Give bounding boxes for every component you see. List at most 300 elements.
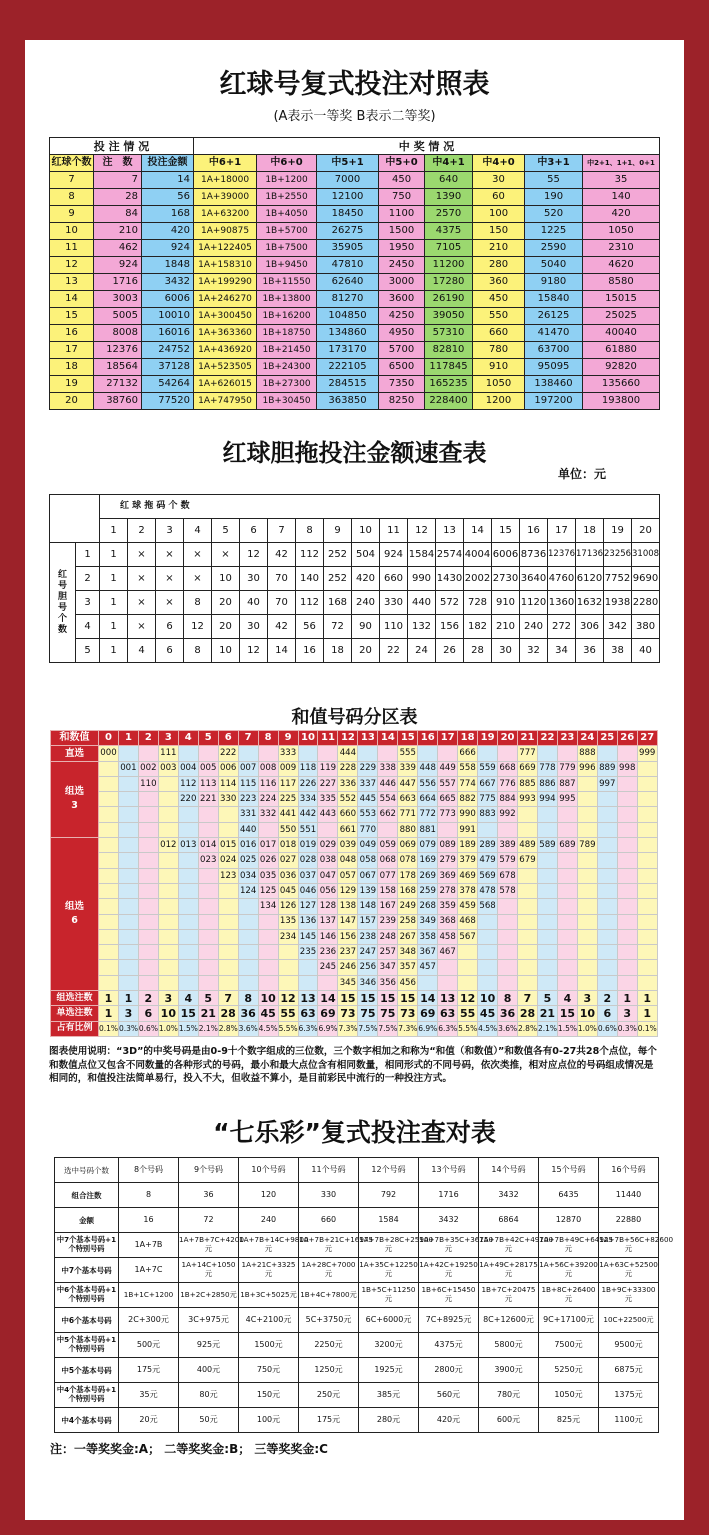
table-cell: 20 [352,639,380,663]
zone-cell: 669 [518,761,538,776]
column-header: 13 [436,519,464,543]
table-cell: 1A+300450 [194,308,257,325]
zone-cell: 883 [478,807,498,822]
table-cell: 600元 [479,1408,539,1433]
zone-cell [99,807,119,822]
zone-cell: 246 [338,960,358,975]
zone-cell [537,807,557,822]
table-cell: 360 [473,274,525,291]
table-cell: 550 [473,308,525,325]
table-cell: 1A+246270 [194,291,257,308]
group6-row [51,838,658,853]
zone-cell [198,960,218,975]
group6-row [51,975,658,990]
zone-cell [178,807,198,822]
zone-cell: 157 [358,914,378,929]
zone-cell: 445 [358,792,378,807]
zone-cell: 346 [358,975,378,990]
table-row [55,1383,659,1408]
table-cell: 41470 [525,325,583,342]
zone-cell: 489 [518,838,538,853]
zone-cell: 467 [438,945,458,960]
zone-cell [138,868,158,883]
table-cell: 1A+35C+12250元 [359,1258,419,1283]
column-header: 1 [100,519,128,543]
zone-cell [518,868,538,883]
zone-cell: 222 [218,746,238,761]
zone-cell: 389 [498,838,518,853]
zone-cell: 779 [557,761,577,776]
column-header: 中5+1 [317,155,379,172]
zone-cell: 995 [557,792,577,807]
table-cell: 1225 [525,223,583,240]
table-row [55,1408,659,1433]
zone-cell: 089 [438,838,458,853]
table-cell: 36 [179,1183,239,1208]
zone-cell [438,822,458,837]
column-header: 18 [576,519,604,543]
zone-cell [577,960,597,975]
table-cell: 3640 [520,567,548,591]
row-header: 中4个基本号码 [55,1408,119,1433]
zone-cell [99,960,119,975]
column-header: 中5+0 [379,155,425,172]
zone-cell [118,746,138,761]
table-cell: 7105 [425,240,473,257]
zone-cell: 885 [518,776,538,791]
count-cell: 45 [478,1006,498,1021]
table-cell: 54264 [142,376,194,393]
zone-cell: 888 [577,746,597,761]
table-cell: 1B+5C+11250元 [359,1283,419,1308]
column-header: 11个号码 [299,1158,359,1183]
table-cell: 7C+8925元 [419,1308,479,1333]
sum-header: 7 [238,731,258,746]
zone-cell [577,899,597,914]
table-row [55,1283,659,1308]
table-cell: 380 [632,615,660,639]
zone-cell: 138 [338,899,358,914]
table-cell: 400元 [179,1358,239,1383]
group3-row [51,792,658,807]
count-cell: 2.8% [218,1021,238,1036]
count-cell: 7.3% [338,1021,358,1036]
title-red-ball-compound: 红球号复式投注对照表 [219,69,490,100]
zone-cell [617,929,637,944]
table-cell: 190 [525,189,583,206]
table-cell: 2590 [525,240,583,257]
table-cell: 1A+436920 [194,342,257,359]
table-cell: 62640 [317,274,379,291]
count-cell: 0.1% [637,1021,657,1036]
zone-cell: 443 [318,807,338,822]
sum-header: 19 [478,731,498,746]
zone-cell: 456 [398,975,418,990]
table-cell: 140 [296,567,324,591]
zone-cell: 678 [498,868,518,883]
zone-cell: 556 [418,776,438,791]
table-cell: 4950 [379,325,425,342]
zone-cell [617,899,637,914]
table-cell: 12 [50,257,94,274]
sum-header: 24 [577,731,597,746]
zone-cell [537,868,557,883]
table-cell: 750元 [239,1358,299,1383]
table-cell: 1B+13800 [257,291,317,308]
zone-cell: 019 [298,838,318,853]
table-cell: 9500元 [599,1333,659,1358]
table-cell: 20 [212,591,240,615]
row-header: 中7个基本号码+1个特别号码 [55,1233,119,1258]
zone-cell: 668 [498,761,518,776]
zone-cell: 440 [238,822,258,837]
table-cell: 132 [408,615,436,639]
zone-cell: 444 [338,746,358,761]
zone-cell: 014 [198,838,218,853]
subtitle-ab: (A表示一等奖 B表示二等奖) [273,109,436,124]
zone-cell: 259 [418,883,438,898]
zone-cell [198,899,218,914]
table-cell: 3600 [379,291,425,308]
table-cell: 35905 [317,240,379,257]
zone-cell [178,883,198,898]
table-cell: 240 [352,591,380,615]
table-cell: 222105 [317,359,379,376]
table-cell: 1B+1200 [257,172,317,189]
table-cell: 30 [492,639,520,663]
table-cell: 1050元 [539,1383,599,1408]
table-row [50,240,660,257]
zone-cell [99,853,119,868]
zone-cell: 003 [158,761,178,776]
count-cell: 0.6% [597,1021,617,1036]
table-cell: 572 [436,591,464,615]
table-cell: 5700 [379,342,425,359]
zone-cell [198,822,218,837]
table-cell: 4375元 [419,1333,479,1358]
table-cell: 112 [296,591,324,615]
sum-header: 17 [438,731,458,746]
count-cell: 7 [518,991,538,1006]
table-cell: 825元 [539,1408,599,1433]
zone-cell [158,883,178,898]
zone-cell [498,822,518,837]
zone-cell [518,822,538,837]
zone-cell: 123 [218,868,238,883]
table-cell: 57310 [425,325,473,342]
column-header: 选中号码个数 [55,1158,119,1183]
zone-cell: 078 [398,853,418,868]
table-cell: 26125 [525,308,583,325]
zone-cell [198,945,218,960]
count-cell: 6.9% [318,1021,338,1036]
zone-cell: 223 [238,792,258,807]
table-cell: 1584 [408,543,436,567]
zone-cell: 059 [378,838,398,853]
sum-header: 1 [118,731,138,746]
table-row [50,223,660,240]
column-header: 红球个数 [50,155,94,172]
table-row [50,189,660,206]
zone-cell: 077 [378,868,398,883]
zone-cell: 269 [418,868,438,883]
zone-cell [637,807,657,822]
count-cell: 4 [557,991,577,1006]
table-cell: 26190 [425,291,473,308]
zone-cell: 554 [378,792,398,807]
column-header: 4 [184,519,212,543]
zone-cell [438,746,458,761]
zone-cell [158,822,178,837]
table-cell: 35 [583,172,660,189]
sum-header: 0 [99,731,119,746]
zone-cell [637,761,657,776]
zone-cell [557,929,577,944]
group6-row [51,883,658,898]
zone-cell [438,960,458,975]
zone-cell [138,838,158,853]
zone-cell: 663 [398,792,418,807]
table-cell: 440 [408,591,436,615]
zone-cell: 776 [498,776,518,791]
zone-cell [577,883,597,898]
table-row [50,291,660,308]
zone-cell [138,899,158,914]
table-cell: 100元 [239,1408,299,1433]
table-cell: 12376 [94,342,142,359]
zone-cell [637,838,657,853]
zone-cell: 234 [278,929,298,944]
table-cell: 1A+7B+28C+25900元 [359,1233,419,1258]
zone-cell [537,883,557,898]
zone-cell [238,914,258,929]
zone-cell [577,776,597,791]
table-cell: 2250元 [299,1333,359,1358]
row-label: 直选 [51,746,99,761]
table-cell: 50元 [179,1408,239,1433]
zone-cell [99,761,119,776]
zone-cell: 358 [418,929,438,944]
zone-cell: 015 [218,838,238,853]
table-cell: 1A+7B+49C+64925元 [539,1233,599,1258]
table-cell: 8580 [583,274,660,291]
table-cell: 1200 [473,393,525,410]
table-cell: 1A+39000 [194,189,257,206]
table-cell: 1 [100,543,128,567]
table-cell: 6875元 [599,1358,659,1383]
sum-header: 27 [637,731,657,746]
zone-cell [597,945,617,960]
table-cell: 3432 [419,1208,479,1233]
group3-row [51,822,658,837]
zone-cell: 446 [378,776,398,791]
zone-cell: 256 [358,960,378,975]
table-cell: 1938 [604,591,632,615]
zone-cell [178,746,198,761]
table-cell: 8 [119,1183,179,1208]
column-header: 11 [380,519,408,543]
zone-cell: 023 [198,853,218,868]
table-cell: 342 [604,615,632,639]
zone-cell: 447 [398,776,418,791]
zone-cell [118,960,138,975]
zone-cell: 237 [338,945,358,960]
table-cell: 30 [473,172,525,189]
count-cell: 6.3% [298,1021,318,1036]
zone-cell [218,975,238,990]
zone-cell [478,945,498,960]
zone-cell [118,776,138,791]
zone-cell: 238 [358,929,378,944]
table-cell: 6120 [576,567,604,591]
table-cell: 17280 [425,274,473,291]
table-cell: 14 [268,639,296,663]
table-cell: 31008 [632,543,660,567]
table-cell: 1A+42C+19250元 [419,1258,479,1283]
column-header: 12个号码 [359,1158,419,1183]
table-cell: 450 [379,172,425,189]
row-header: 金额 [55,1208,119,1233]
table-cell: 1B+24300 [257,359,317,376]
count-cell: 1.5% [557,1021,577,1036]
zone-cell [158,929,178,944]
zone-cell: 339 [398,761,418,776]
zone-cell [138,822,158,837]
zone-cell [258,945,278,960]
table-cell: 70 [268,567,296,591]
zone-cell [198,883,218,898]
table-cell: 9690 [632,567,660,591]
count-cell: 6 [138,1006,158,1021]
sum-header: 23 [557,731,577,746]
zone-cell [138,807,158,822]
zone-cell: 005 [198,761,218,776]
zone-cell [99,776,119,791]
table-row [55,1258,659,1283]
table-cell: 4250 [379,308,425,325]
table-cell: × [156,543,184,567]
sum-header: 14 [378,731,398,746]
table-cell: 1A+56C+39200元 [539,1258,599,1283]
count-cell: 0.3% [118,1021,138,1036]
table-cell: 18564 [94,359,142,376]
table-cell: 1B+6C+15450元 [419,1283,479,1308]
zone-cell [498,945,518,960]
table-cell: 1390 [425,189,473,206]
table-cell: 9180 [525,274,583,291]
zone-cell: 228 [338,761,358,776]
table-cell: 420元 [419,1408,479,1433]
sum-header: 12 [338,731,358,746]
table-cell: 40 [240,591,268,615]
table-cell: 81270 [317,291,379,308]
zone-cell [178,914,198,929]
zone-cell [238,960,258,975]
count-cell: 12 [458,991,478,1006]
zone-cell: 001 [118,761,138,776]
zone-cell [258,929,278,944]
table-cell: 1A+28C+7000元 [299,1258,359,1283]
table-cell: 10010 [142,308,194,325]
zone-cell [158,945,178,960]
ratio-row [51,1021,658,1036]
column-header: 14 [464,519,492,543]
count-cell: 55 [278,1006,298,1021]
zone-cell [158,899,178,914]
table-cell: 1A+158310 [194,257,257,274]
title-dantuo: 红球胆拖投注金额速查表 [222,439,487,467]
table-cell: 7500元 [539,1333,599,1358]
count-cell: 14 [318,991,338,1006]
table-cell: 22880 [599,1208,659,1233]
table-cell: 1A+21C+3325元 [239,1258,299,1283]
count-cell: 12 [278,991,298,1006]
title-sum-zone: 和值号码分区表 [291,707,418,728]
table-cell: 1360 [548,591,576,615]
group-header-winning: 中 奖 情 况 [194,138,660,155]
zone-cell: 338 [378,761,398,776]
table-cell: 4760 [548,567,576,591]
table-row [50,639,660,663]
zone-cell [458,975,478,990]
table-cell: 1B+9C+33300元 [599,1283,659,1308]
table-cell: 1B+8C+26400元 [539,1283,599,1308]
zone-cell [138,914,158,929]
table-cell: 3900元 [479,1358,539,1383]
table-cell: 27132 [94,376,142,393]
table-cell: 1B+27300 [257,376,317,393]
zone-cell [118,838,138,853]
table-cell: 82810 [425,342,473,359]
table-cell: 1716 [419,1183,479,1208]
table-cell: 72 [179,1208,239,1233]
zone-cell: 369 [438,868,458,883]
zone-cell: 278 [438,883,458,898]
zone-cell: 661 [338,822,358,837]
table-cell: 165235 [425,376,473,393]
zone-cell [637,822,657,837]
table-cell: 240 [520,615,548,639]
table-cell: 1950 [379,240,425,257]
count-cell: 10 [158,1006,178,1021]
zone-cell: 069 [398,838,418,853]
table-cell: 1B+16200 [257,308,317,325]
zone-cell [138,945,158,960]
zone-cell: 448 [418,761,438,776]
zone-cell [617,776,637,791]
table-cell: 280 [473,257,525,274]
zone-cell [258,914,278,929]
zone-cell [218,883,238,898]
zone-cell: 024 [218,853,238,868]
zone-cell: 881 [418,822,438,837]
table-cell: 15015 [583,291,660,308]
count-cell: 8 [498,991,518,1006]
table-cell: 16 [119,1208,179,1233]
table-cell: × [184,567,212,591]
zone-cell [637,929,657,944]
zone-cell: 666 [458,746,478,761]
table-cell: 100 [473,206,525,223]
count-cell: 3.6% [238,1021,258,1036]
table-cell: 210 [492,615,520,639]
table-cell: 77520 [142,393,194,410]
table-row [50,615,660,639]
table-cell: 8 [184,591,212,615]
table-cell: 80元 [179,1383,239,1408]
zone-cell: 457 [418,960,438,975]
zone-cell [278,945,298,960]
